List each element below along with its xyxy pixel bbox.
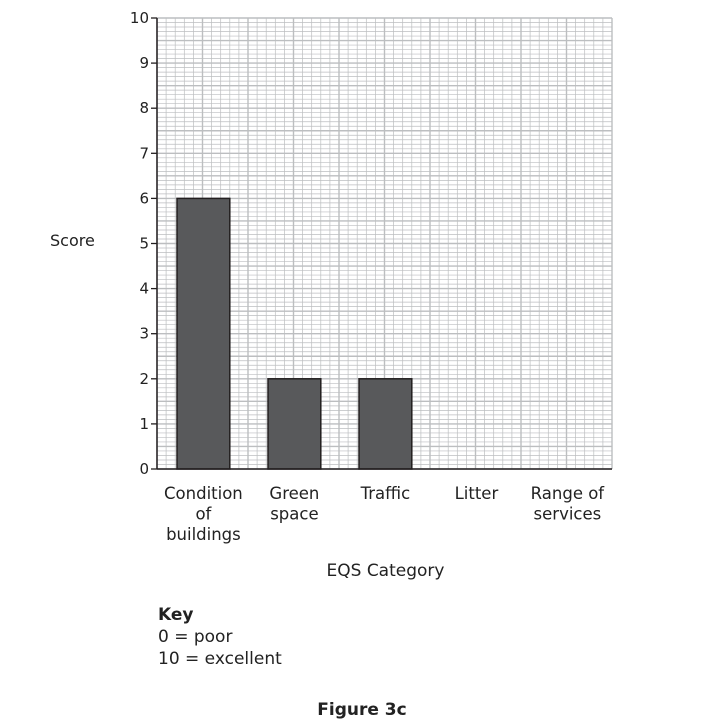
y-tick-label: 0 — [139, 460, 149, 478]
category-label: Litter — [454, 484, 499, 503]
category-label: buildings — [166, 525, 241, 544]
category-label: of — [195, 504, 212, 524]
y-tick-label: 10 — [129, 9, 149, 27]
category-label: Traffic — [360, 484, 411, 503]
key-line-poor: 0 = poor — [158, 627, 233, 647]
x-axis-label: EQS Category — [326, 561, 445, 581]
category-label: Range of — [530, 484, 605, 503]
bar-2 — [268, 379, 321, 469]
y-tick-label: 4 — [139, 279, 149, 298]
category-label: Green — [269, 484, 320, 503]
y-tick-label: 9 — [139, 54, 149, 73]
y-tick-label: 8 — [139, 99, 149, 118]
key-line-excellent: 10 = excellent — [158, 649, 282, 669]
key-title: Key — [158, 605, 194, 625]
y-tick-label: 3 — [139, 324, 149, 343]
y-tick-label: 6 — [139, 189, 149, 208]
figure-caption: Figure 3c — [317, 700, 407, 720]
y-tick-label: 5 — [139, 234, 149, 253]
category-label: Condition — [164, 484, 243, 503]
category-label: services — [533, 504, 602, 524]
bar-3 — [359, 379, 412, 469]
y-tick-label: 1 — [139, 414, 149, 433]
bar-1 — [177, 198, 230, 469]
category-label: space — [270, 504, 319, 524]
key-legend — [158, 604, 282, 670]
y-tick-label: 2 — [139, 369, 149, 388]
y-tick-label: 7 — [139, 144, 149, 163]
y-axis-label: Score — [50, 231, 95, 250]
